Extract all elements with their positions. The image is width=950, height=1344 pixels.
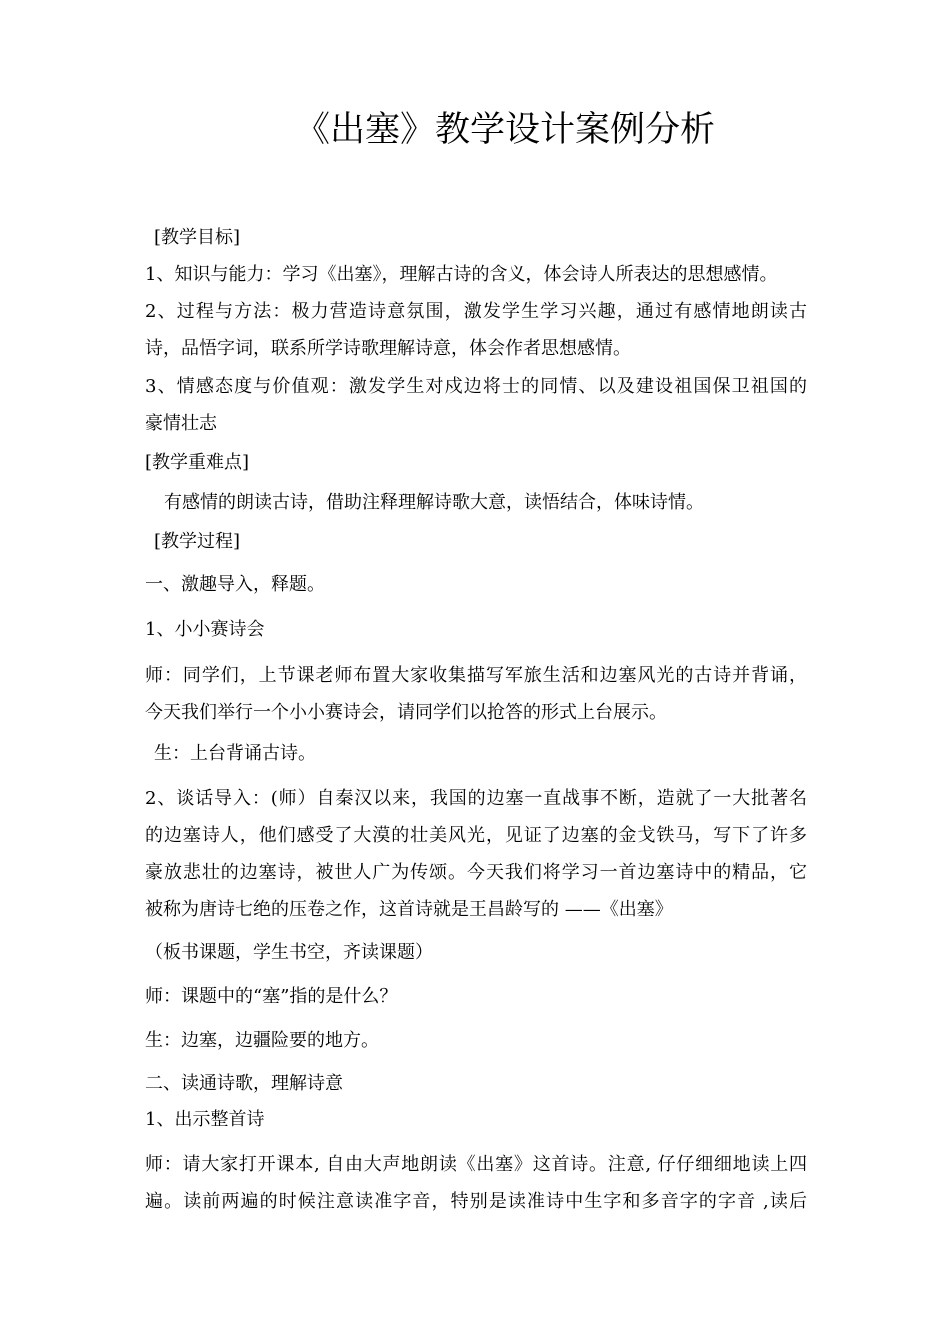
reading-instruction-line-1: 师：请大家打开课本, 自由大声地朗读《出塞》这首诗。注意, 仔仔细细地读上四 bbox=[145, 1154, 807, 1175]
teacher-line-1: 师：同学们，上节课老师布置大家收集描写军旅生活和边塞风光的古诗并背诵， bbox=[145, 665, 807, 686]
step-2-sub-1: 1、出示整首诗 bbox=[145, 1109, 265, 1130]
intro-line-2: 的边塞诗人，他们感受了大漠的壮美风光，见证了边塞的金戈铁马，写下了许多 bbox=[145, 825, 807, 846]
document-title: 《出塞》教学设计案例分析 bbox=[294, 110, 715, 150]
intro-line-3: 豪放悲壮的边塞诗，被世人广为传颂。今天我们将学习一首边塞诗中的精品，它 bbox=[145, 862, 807, 883]
objective-3-line-1: 3、情感态度与价值观：激发学生对戍边将士的同情、以及建设祖国保卫祖国的 bbox=[145, 376, 807, 397]
section-heading-objectives: [教学目标] bbox=[154, 227, 241, 248]
step-2-heading: 二、读通诗歌，理解诗意 bbox=[145, 1073, 343, 1094]
step-1-sub-1: 1、小小赛诗会 bbox=[145, 619, 265, 640]
step-1-heading: 一、激趣导入，释题。 bbox=[145, 574, 325, 595]
teacher-line-2: 今天我们举行一个小小赛诗会，请同学们以抢答的形式上台展示。 bbox=[145, 702, 667, 723]
board-note: （板书课题，学生书空，齐读课题） bbox=[145, 942, 433, 963]
reading-instruction-line-2: 遍。读前两遍的时候注意读准字音，特别是读准诗中生字和多音字的字音 ,读后 bbox=[145, 1191, 807, 1212]
student-answer: 生：边塞，边疆险要的地方。 bbox=[145, 1030, 379, 1051]
section-heading-key-points: [教学重难点] bbox=[145, 452, 250, 473]
objective-2-line-1: 2、过程与方法：极力营造诗意氛围，激发学生学习兴趣，通过有感情地朗读古 bbox=[145, 301, 807, 322]
objective-3-line-2: 豪情壮志 bbox=[145, 413, 217, 434]
student-line-1: 生：上台背诵古诗。 bbox=[154, 743, 316, 764]
teacher-question: 师：课题中的“塞”指的是什么？ bbox=[145, 986, 398, 1007]
section-heading-process: [教学过程] bbox=[154, 531, 241, 552]
key-points-text: 有感情的朗读古诗，借助注释理解诗歌大意，读悟结合，体味诗情。 bbox=[164, 492, 704, 513]
intro-line-4: 被称为唐诗七绝的压卷之作，这首诗就是王昌龄写的 ——《出塞》 bbox=[145, 899, 673, 920]
objective-1: 1、知识与能力：学习《出塞》，理解古诗的含义，体会诗人所表达的思想感情。 bbox=[145, 264, 778, 285]
objective-2-line-2: 诗，品悟字词，联系所学诗歌理解诗意，体会作者思想感情。 bbox=[145, 338, 631, 359]
intro-line-1: 2、谈话导入：(师）自秦汉以来，我国的边塞一直战事不断，造就了一大批著名 bbox=[145, 788, 807, 809]
